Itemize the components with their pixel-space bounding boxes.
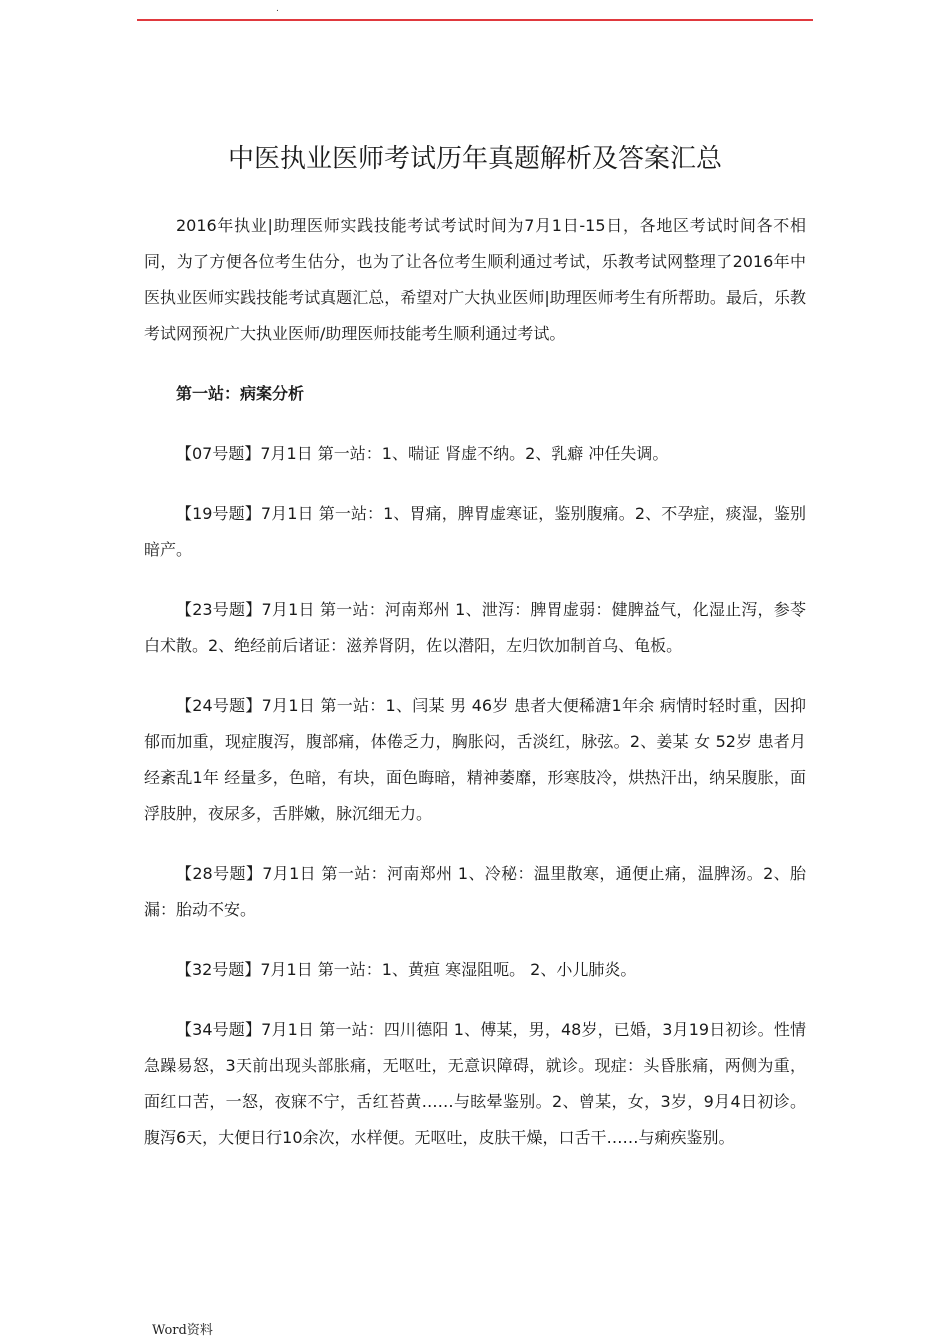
header-dot: . xyxy=(276,4,279,14)
footer-label: Word资料 xyxy=(152,1323,213,1338)
question-24: 【24号题】7月1日 第一站：1、闫某 男 46岁 患者大便稀溏1年余 病情时轻时重，因抑郁而加重，现症腹泻，腹部痛，体倦乏力，胸胀闷，舌淡红，脉弦。2、姜某 女 52岁 患者月经紊乱1年 经量多，色暗，有块，面色晦暗，精神萎靡，形寒肢冷，烘热汗出，纳呆腹胀，面浮肢肿，夜尿多，舌胖嫩，脉沉细无力。 xyxy=(144,696,806,823)
question-34: 【34号题】7月1日 第一站：四川德阳 1、傅某，男，48岁，已婚，3月19日初诊。性情急躁易怒，3天前出现头部胀痛，无呕吐，无意识障碍，就诊。现症：头昏胀痛，两侧为重，面红口苦，一怒，夜寐不宁，舌红苔黄……与眩晕鉴别。2、曾某，女，3岁，9月4日初诊。腹泻6天，大便日行10余次，水样便。无呕吐，皮肤干燥，口舌干……与痢疾鉴别。 xyxy=(144,1020,806,1147)
question-19: 【19号题】7月1日 第一站：1、胃痛，脾胃虚寒证，鉴别腹痛。2、不孕症，痰湿，鉴别暗产。 xyxy=(144,504,806,559)
question-32: 【32号题】7月1日 第一站：1、黄疸 寒湿阻呃。 2、小儿肺炎。 xyxy=(176,960,637,979)
question-07: 【07号题】7月1日 第一站：1、喘证 肾虚不纳。2、乳癖 冲任失调。 xyxy=(176,444,669,463)
question-28: 【28号题】7月1日 第一站：河南郑州 1、冷秘：温里散寒，通便止痛，温脾汤。2、胎漏：胎动不安。 xyxy=(144,864,806,919)
header-rule xyxy=(137,19,813,21)
section-heading: 第一站：病案分析 xyxy=(176,384,305,403)
page-title: 中医执业医师考试历年真题解析及答案汇总 xyxy=(227,144,722,174)
document-body xyxy=(144,208,806,1180)
intro-paragraph: 2016年执业|助理医师实践技能考试考试时间为7月1日-15日，各地区考试时间各不相同，为了方便各位考生估分，也为了让各位考生顺利通过考试，乐教考试网整理了2016年中医执业医师实践技能考试真题汇总，希望对广大执业医师|助理医师考生有所帮助。最后，乐教考试网预祝广大执业医师/助理医师技能考生顺利通过考试。 xyxy=(144,216,806,343)
question-23: 【23号题】7月1日 第一站：河南郑州 1、泄泻：脾胃虚弱：健脾益气，化湿止泻，参苓白术散。2、绝经前后诸证：滋养肾阴，佐以潜阳，左归饮加制首乌、龟板。 xyxy=(144,600,806,655)
